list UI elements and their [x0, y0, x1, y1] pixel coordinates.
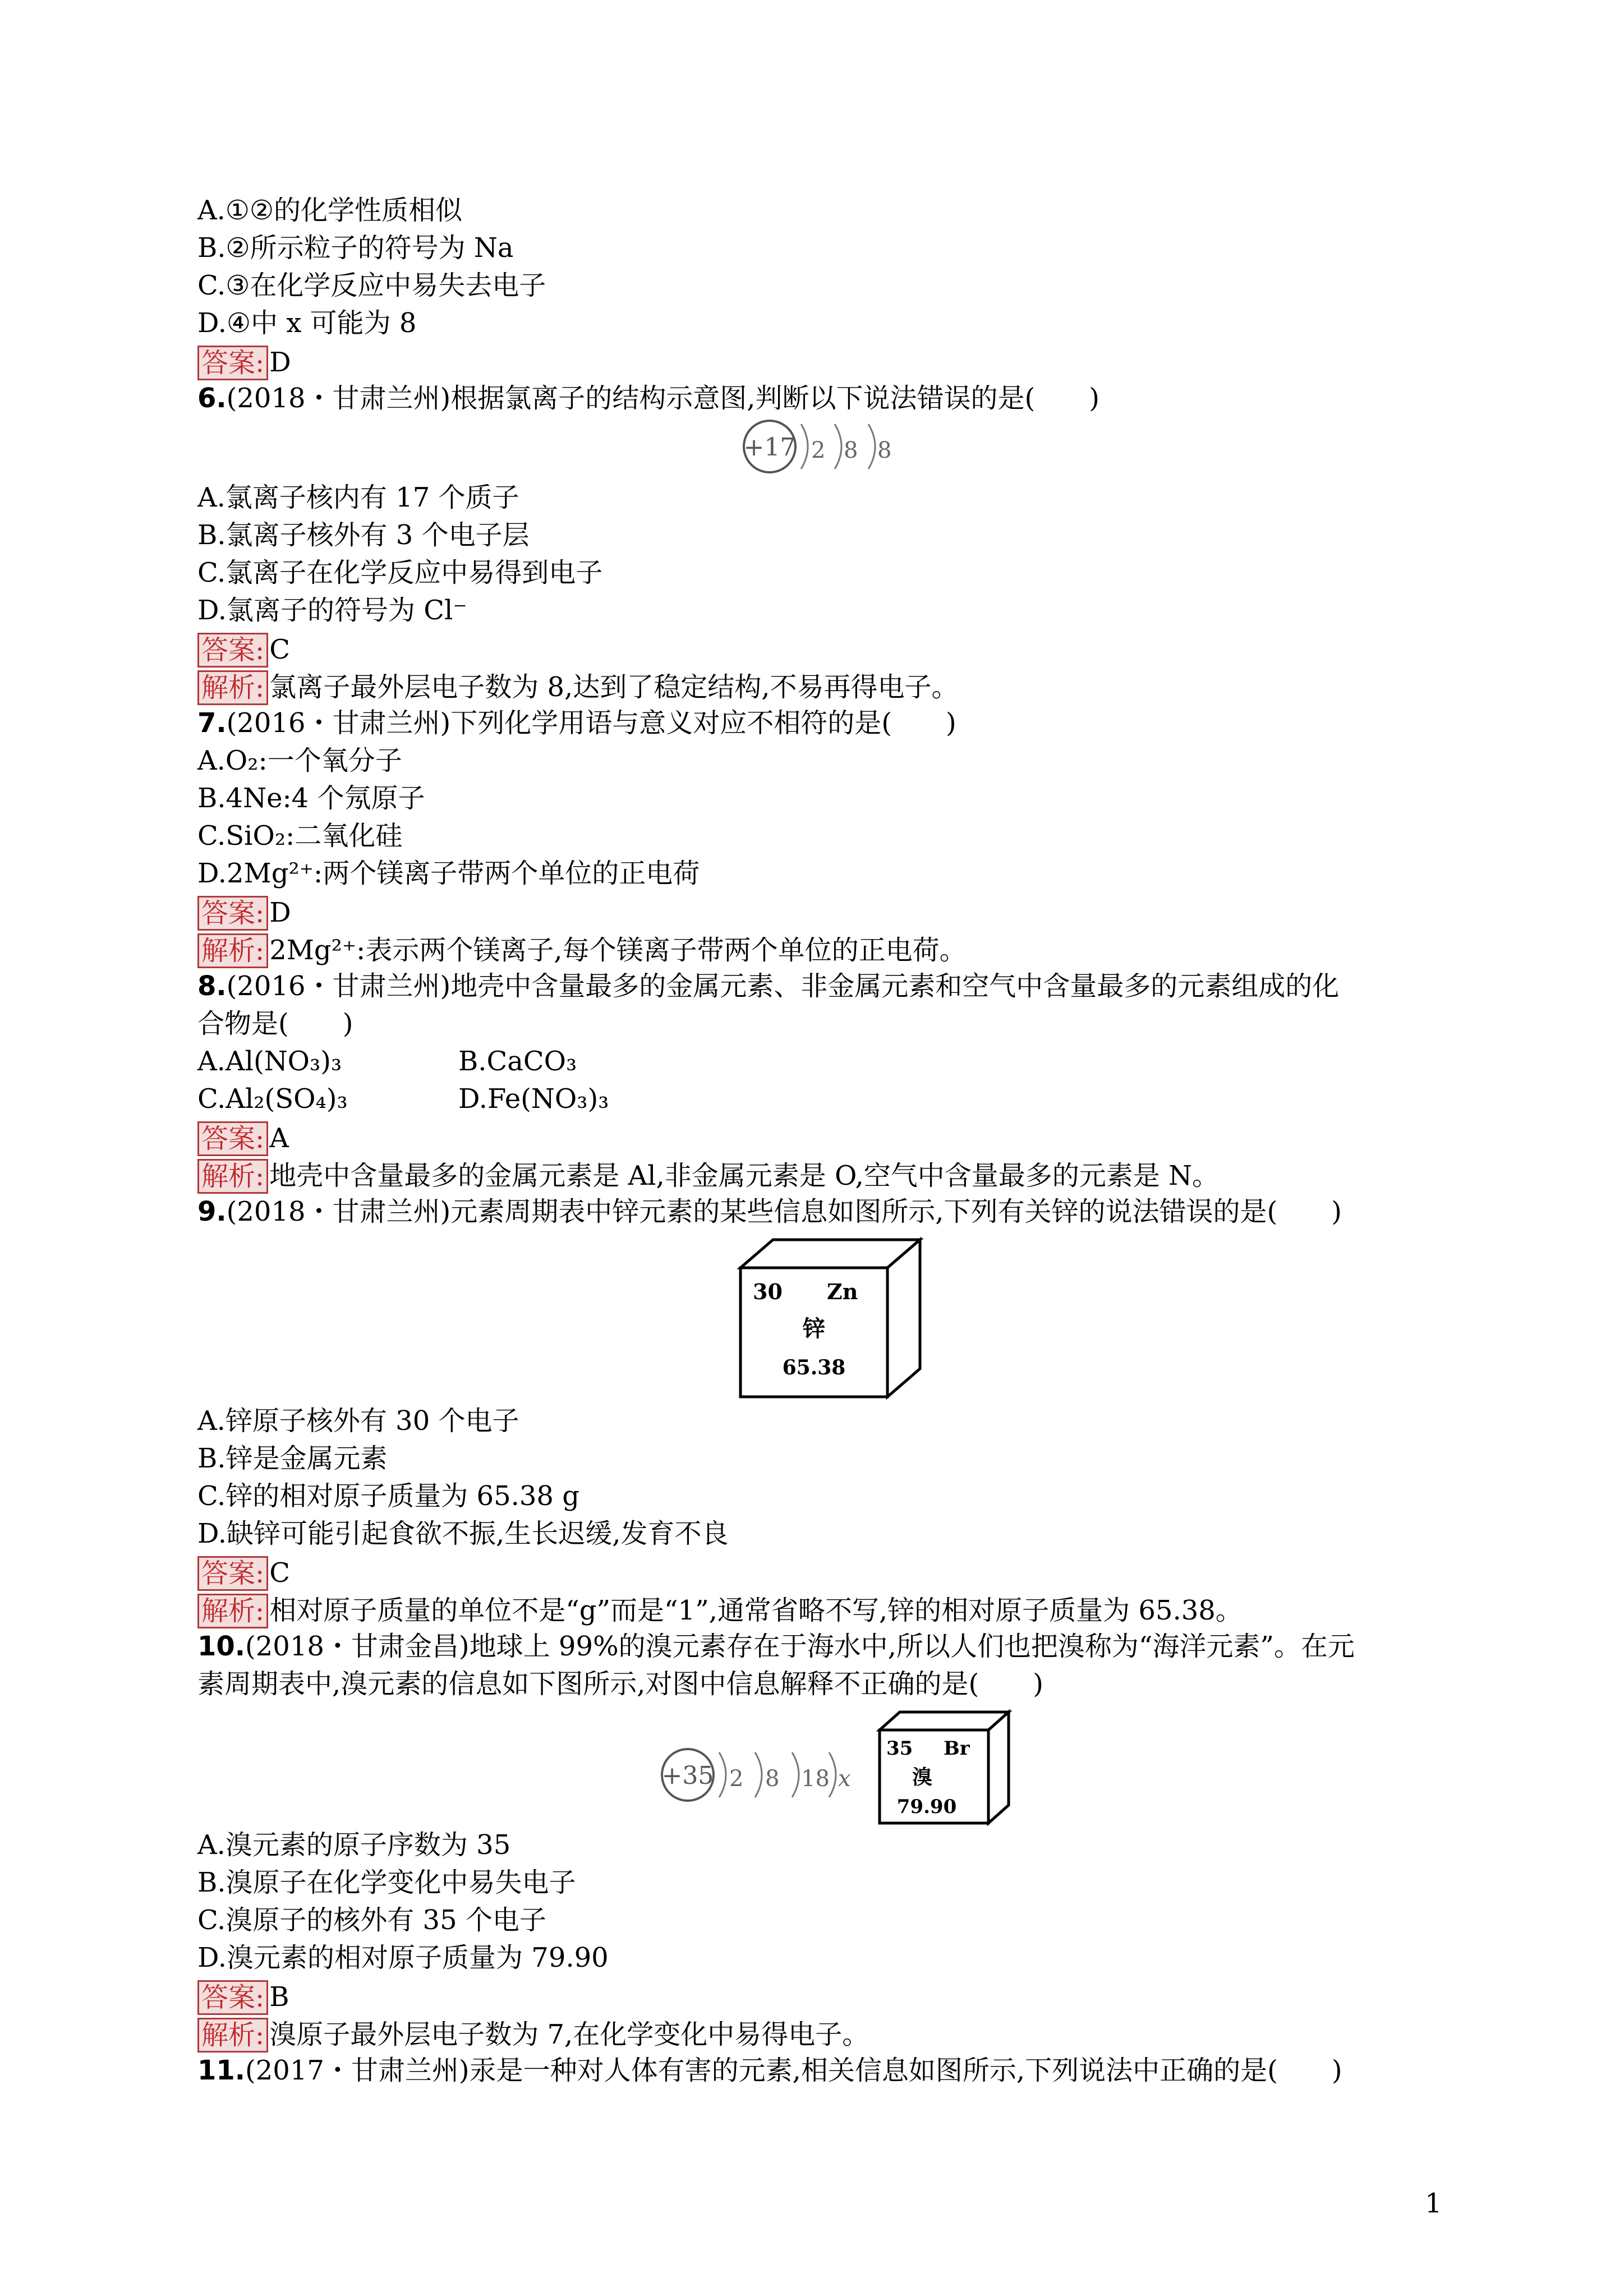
q8-analysis-row	[197, 1156, 1432, 1193]
element-mass: 79.90	[896, 1796, 957, 1818]
element-number: 35	[886, 1737, 913, 1760]
answer-label: 答案:	[197, 1121, 268, 1156]
q11-number: 11.	[197, 2055, 246, 2086]
q10-analysis-row	[197, 2014, 1432, 2052]
q8-option-a: A.Al(NO₃)₃	[197, 1046, 342, 1077]
q10-number: 10.	[197, 1631, 246, 1662]
q8-option-d: D.Fe(NO₃)₃	[458, 1083, 609, 1115]
shell-count-2: 8	[844, 438, 858, 463]
q6-option-b: B.氯离子核外有 3 个电子层	[197, 519, 530, 551]
q5-option-b: B.②所示粒子的符号为 Na	[197, 232, 514, 264]
element-name: 锌	[803, 1315, 825, 1342]
q5-option-a: A.①②的化学性质相似	[197, 195, 462, 226]
q7-analysis-row	[197, 930, 1432, 968]
element-mass: 65.38	[782, 1356, 846, 1379]
q5-answer-row	[197, 342, 1432, 380]
q8-stem-line-1	[197, 968, 1432, 1005]
analysis-label: 解析:	[197, 1159, 268, 1194]
shell-count-1: 2	[729, 1766, 744, 1792]
q8-answer-row	[197, 1118, 1432, 1156]
q6-figure	[197, 417, 1432, 479]
q7-stem	[197, 705, 1432, 742]
q9-option-d: D.缺锌可能引起食欲不振,生长迟缓,发育不良	[197, 1518, 729, 1549]
q7-option-b: B.4Ne:4 个氖原子	[197, 783, 425, 814]
nucleus-charge: +35	[661, 1761, 714, 1790]
shell-count-2: 8	[765, 1766, 780, 1792]
element-number: 30	[753, 1279, 783, 1304]
q6-option-c: C.氯离子在化学反应中易得到电子	[197, 557, 603, 588]
q9-option-b: B.锌是金属元素	[197, 1443, 388, 1474]
shell-arc-4	[829, 1752, 836, 1797]
q9-stem-text: (2018・甘肃兰州)元素周期表中锌元素的某些信息如图所示,下列有关锌的说法错误的是( )	[226, 1196, 1342, 1227]
answer-label: 答案:	[197, 1980, 268, 2015]
q10-answer-row	[197, 1977, 1432, 2014]
q10-option-b: B.溴原子在化学变化中易失电子	[197, 1867, 576, 1898]
q7-option-d: D.2Mg²⁺:两个镁离子带两个单位的正电荷	[197, 858, 700, 889]
q8-option-c: C.Al₂(SO₄)₃	[197, 1083, 348, 1115]
shell-arc-3	[792, 1752, 799, 1797]
q10-option-c: C.溴原子的核外有 35 个电子	[197, 1904, 546, 1936]
q8-answer: A	[269, 1122, 289, 1154]
q5-option-d: D.④中 x 可能为 8	[197, 307, 417, 339]
element-symbol: Zn	[827, 1279, 858, 1304]
q5-option-c: C.③在化学反应中易失去电子	[197, 270, 546, 301]
q6-analysis: 氯离子最外层电子数为 8,达到了稳定结构,不易再得电子。	[269, 671, 959, 703]
answer-label: 答案:	[197, 1556, 268, 1591]
shell-arc-1	[719, 1752, 726, 1797]
element-symbol: Br	[944, 1737, 970, 1760]
analysis-label: 解析:	[197, 2018, 268, 2053]
analysis-label: 解析:	[197, 1594, 268, 1628]
analysis-label: 解析:	[197, 670, 268, 705]
q7-option-c: C.SiO₂:二氧化硅	[197, 820, 403, 852]
q6-stem-text: (2018・甘肃兰州)根据氯离子的结构示意图,判断以下说法错误的是( )	[226, 383, 1099, 414]
answer-label: 答案:	[197, 633, 268, 668]
q10-figure	[197, 1703, 1432, 1826]
q7-number: 7.	[197, 707, 227, 739]
q11-stem	[197, 2052, 1432, 2090]
content	[197, 192, 1432, 2090]
q7-analysis: 2Mg²⁺:表示两个镁离子,每个镁离子带两个单位的正电荷。	[269, 935, 967, 966]
q7-option-a: A.O₂:一个氧分子	[197, 745, 402, 776]
shell-arc-2	[835, 424, 841, 469]
q10-stem-line-2: 素周期表中,溴元素的信息如下图所示,对图中信息解释不正确的是( )	[197, 1668, 1043, 1700]
q6-answer: C	[269, 634, 290, 665]
q9-analysis: 相对原子质量的单位不是“g”而是“1”,通常省略不写,锌的相对原子质量为 65.38。	[269, 1595, 1243, 1626]
q8-number: 8.	[197, 970, 227, 1002]
chlorine-ion-structure-diagram	[197, 417, 1432, 479]
shell-arc-1	[801, 424, 808, 469]
q10-option-a: A.溴元素的原子序数为 35	[197, 1829, 511, 1861]
q8-stem-line-2: 合物是( )	[197, 1008, 353, 1039]
q6-answer-row	[197, 629, 1432, 667]
q10-stem-line-1	[197, 1628, 1432, 1665]
q6-number: 6.	[197, 383, 227, 414]
card-top	[880, 1712, 1009, 1730]
zinc-element-card	[197, 1231, 1432, 1402]
shell-arc-2	[755, 1752, 762, 1797]
q10-analysis: 溴原子最外层电子数为 7,在化学变化中易得电子。	[269, 2019, 869, 2050]
q9-figure	[197, 1231, 1432, 1402]
element-name: 溴	[912, 1765, 933, 1789]
q9-analysis-row	[197, 1590, 1432, 1628]
nucleus-charge: +17	[743, 433, 796, 462]
q5-answer: D	[269, 347, 291, 378]
q10-option-d: D.溴元素的相对原子质量为 79.90	[197, 1942, 609, 1973]
q7-answer: D	[269, 897, 291, 928]
q6-option-a: A.氯离子核内有 17 个质子	[197, 482, 519, 513]
q9-stem	[197, 1193, 1432, 1231]
shell-arc-3	[868, 424, 875, 469]
card-side	[887, 1240, 920, 1397]
q6-stem	[197, 380, 1432, 417]
card-side	[988, 1712, 1009, 1823]
q10-stem-text-1: (2018・甘肃金昌)地球上 99%的溴元素存在于海水中,所以人们也把溴称为“海洋元素”。在元	[245, 1631, 1355, 1662]
shell-count-4: x	[838, 1766, 851, 1792]
q7-stem-text: (2016・甘肃兰州)下列化学用语与意义对应不相符的是( )	[226, 707, 956, 739]
q6-option-d: D.氯离子的符号为 Cl⁻	[197, 595, 467, 626]
q9-option-a: A.锌原子核外有 30 个电子	[197, 1405, 519, 1437]
answer-label: 答案:	[197, 896, 268, 931]
q7-answer-row	[197, 892, 1432, 930]
q8-options-row-2	[197, 1080, 1432, 1118]
q8-stem-text-1: (2016・甘肃兰州)地壳中含量最多的金属元素、非金属元素和空气中含量最多的元素组成的化	[226, 970, 1340, 1002]
answer-label: 答案:	[197, 346, 268, 380]
bromine-structure-and-card	[197, 1703, 1432, 1826]
q8-options-row-1	[197, 1043, 1432, 1080]
shell-count-3: 18	[801, 1766, 830, 1792]
q8-analysis: 地壳中含量最多的金属元素是 Al,非金属元素是 O,空气中含量最多的元素是 N。	[269, 1160, 1220, 1191]
q11-stem-text: (2017・甘肃兰州)汞是一种对人体有害的元素,相关信息如图所示,下列说法中正确的是( )	[245, 2055, 1342, 2086]
q9-answer-row	[197, 1553, 1432, 1590]
q9-option-c: C.锌的相对原子质量为 65.38 g	[197, 1480, 579, 1512]
shell-count-3: 8	[877, 438, 892, 463]
page-number: 1	[1425, 2188, 1442, 2219]
analysis-label: 解析:	[197, 933, 268, 968]
q10-answer: B	[269, 1981, 289, 2013]
q6-analysis-row	[197, 667, 1432, 705]
q9-number: 9.	[197, 1196, 227, 1227]
shell-count-1: 2	[811, 438, 826, 463]
q8-option-b: B.CaCO₃	[458, 1046, 577, 1077]
q9-answer: C	[269, 1557, 290, 1589]
